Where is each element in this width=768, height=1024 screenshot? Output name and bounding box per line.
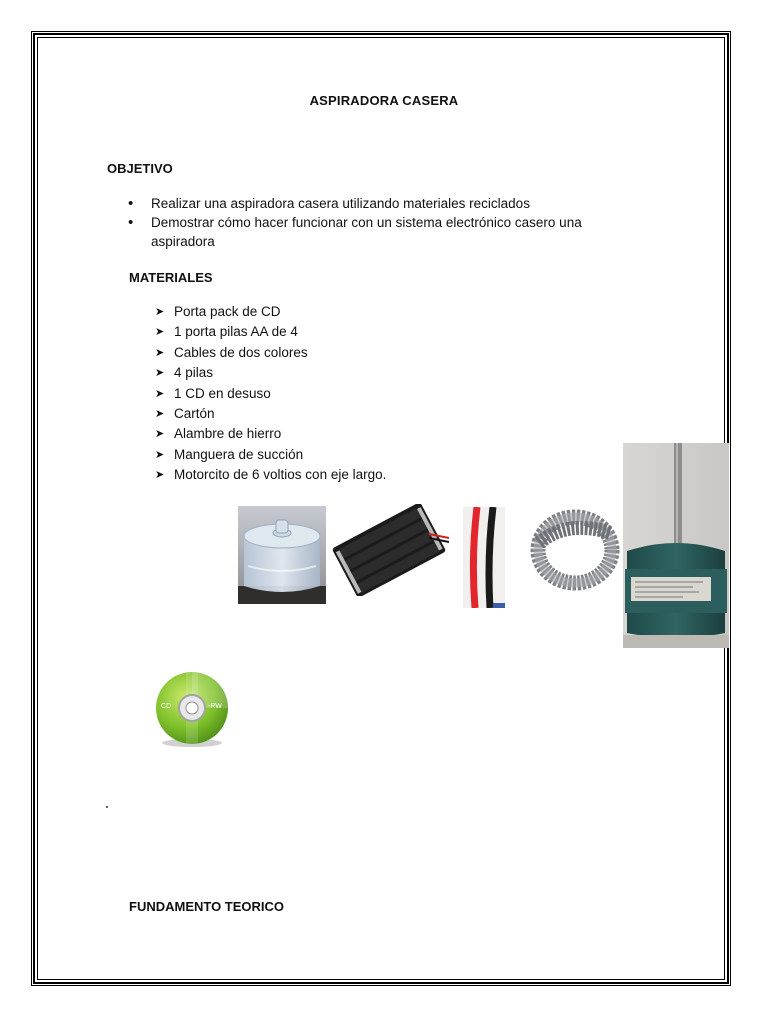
list-item <box>155 404 386 424</box>
objetivo-list <box>128 194 648 251</box>
cd-rw-image <box>152 669 232 749</box>
arrow-bullet-icon: ➤ <box>155 367 165 380</box>
list-item <box>155 343 386 363</box>
material-label: Porta pack de CD <box>174 304 281 319</box>
cd-spindle-image <box>238 506 326 604</box>
materiales-heading: MATERIALES <box>129 270 213 285</box>
cd-label: CD <box>161 703 172 710</box>
list-item: • Realizar una aspiradora casera utilizando materiales reciclados <box>128 194 648 213</box>
arrow-bullet-icon: ➤ <box>155 346 165 359</box>
objetivo-heading: OBJETIVO <box>107 161 173 176</box>
arrow-bullet-icon: ➤ <box>155 387 165 400</box>
arrow-bullet-icon: ➤ <box>155 469 165 482</box>
stray-mark <box>106 806 108 808</box>
cables-image <box>463 507 505 608</box>
list-item <box>155 384 386 404</box>
list-item <box>155 322 386 342</box>
arrow-bullet-icon: ➤ <box>155 428 165 441</box>
hose-image <box>527 503 624 595</box>
fundamento-heading: FUNDAMENTO TEORICO <box>129 899 285 914</box>
material-label: 4 pilas <box>174 365 214 381</box>
list-item <box>155 363 386 383</box>
arrow-bullet-icon: ➤ <box>155 306 165 318</box>
material-label: 1 porta pilas AA de 4 <box>174 324 298 340</box>
material-label: Cables de dos colores <box>174 344 308 360</box>
materiales-list <box>155 302 386 486</box>
list-item <box>155 445 386 465</box>
material-label: 1 CD en desuso <box>174 385 271 401</box>
rw-label: -RW <box>208 703 222 710</box>
list-item <box>155 465 386 485</box>
material-label: Alambre de hierro <box>174 426 282 442</box>
list-item: • Demostrar cómo hacer funcionar con un sistema electrónico casero una aspiradora <box>128 213 648 251</box>
material-label: Motorcito de 6 voltios con eje largo. <box>174 467 387 483</box>
document-title: ASPIRADORA CASERA <box>309 93 459 108</box>
motor-image <box>623 443 729 648</box>
arrow-bullet-icon: ➤ <box>155 448 165 461</box>
list-item <box>155 424 386 444</box>
material-label: Manguera de succión <box>174 446 304 462</box>
arrow-bullet-icon: ➤ <box>155 408 165 421</box>
list-item <box>155 302 386 322</box>
material-label: Cartón <box>174 406 215 422</box>
arrow-bullet-icon: ➤ <box>155 326 165 339</box>
battery-holder-image <box>329 504 449 596</box>
